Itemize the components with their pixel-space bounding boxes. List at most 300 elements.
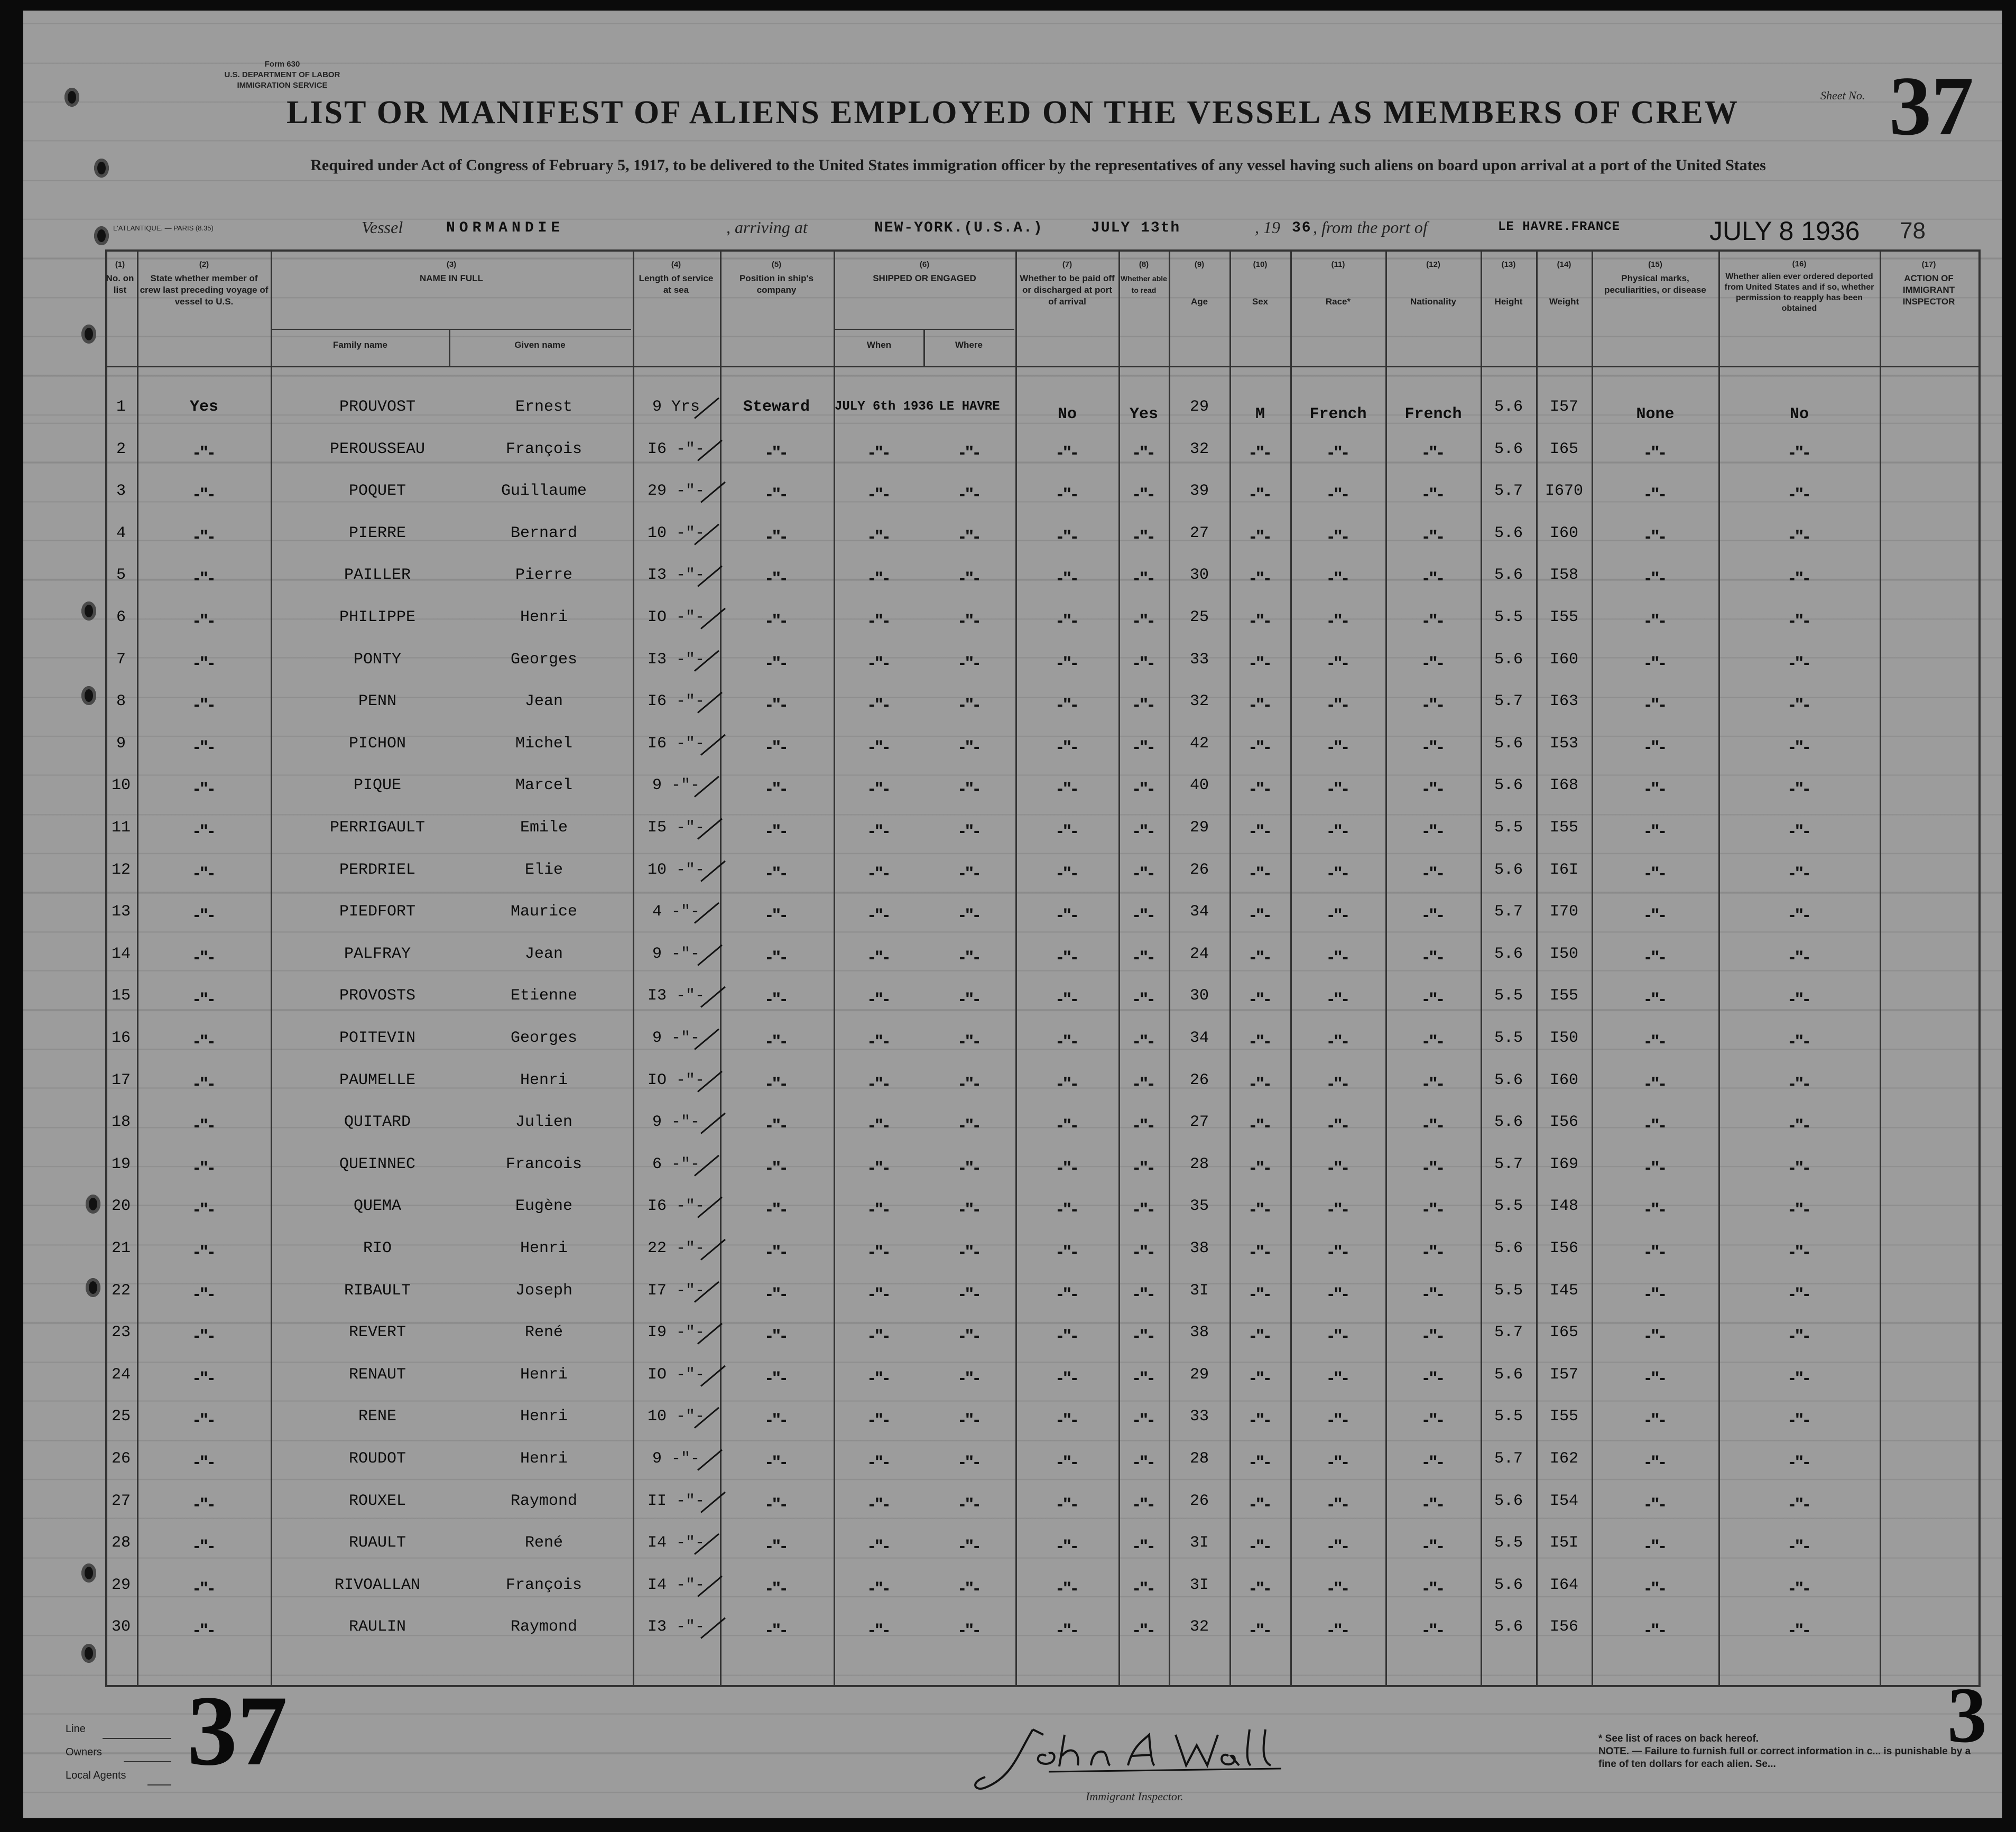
where-ditto: -"- xyxy=(959,947,980,967)
marks-ditto: -"- xyxy=(1645,905,1666,926)
marks-ditto: -"- xyxy=(1645,1326,1666,1346)
header-service: (4) Length of service at sea xyxy=(639,260,714,295)
nationality-ditto: -"- xyxy=(1423,736,1444,757)
row-number: 27 xyxy=(111,1492,131,1510)
weight: I64 xyxy=(1549,1576,1578,1594)
paid-off-ditto: -"- xyxy=(1057,1283,1078,1304)
nationality-ditto: -"- xyxy=(1423,610,1444,631)
marks-ditto: -"- xyxy=(1645,1367,1666,1388)
voyage-ditto: -"- xyxy=(193,863,215,883)
weight: I70 xyxy=(1549,903,1578,921)
age: 33 xyxy=(1189,1408,1209,1426)
service-length: 9 -"- xyxy=(652,1113,700,1132)
where-ditto: -"- xyxy=(959,1578,980,1598)
race-ditto: -"- xyxy=(1328,442,1348,462)
paid-off-ditto: -"- xyxy=(1057,1031,1078,1051)
paid-off-ditto: -"- xyxy=(1057,1367,1078,1388)
name-split-rule xyxy=(272,329,631,330)
paid-off-ditto: -"- xyxy=(1057,484,1078,505)
when-ditto: -"- xyxy=(868,568,890,589)
arrival-date: JULY 13th xyxy=(1091,220,1181,236)
when-ditto: -"- xyxy=(868,989,890,1010)
read-ditto: -"- xyxy=(1133,610,1154,631)
deported-ditto: -"- xyxy=(1789,1410,1810,1430)
page-title: LIST OR MANIFEST OF ALIENS EMPLOYED ON THE VESSEL AS MEMBERS OF CREW xyxy=(286,95,1739,131)
voyage-yes: Yes xyxy=(189,398,218,416)
read-ditto: -"- xyxy=(1133,863,1154,883)
read-ditto: -"- xyxy=(1133,1326,1154,1346)
paid-off-ditto: -"- xyxy=(1057,652,1078,673)
given-name: Raymond xyxy=(510,1618,578,1636)
sex-ditto: -"- xyxy=(1250,863,1271,883)
family-name: PERDRIEL xyxy=(339,861,416,879)
voyage-ditto: -"- xyxy=(193,1536,215,1557)
service-length: I3 -"- xyxy=(647,1618,705,1636)
nationality-ditto: -"- xyxy=(1423,1536,1444,1557)
weight: I53 xyxy=(1549,734,1578,753)
footer-agents-label: Local Agents xyxy=(66,1770,126,1781)
service-length: 10 -"- xyxy=(647,861,705,879)
service-length: I6 -"- xyxy=(647,1197,705,1216)
sex-ditto: -"- xyxy=(1250,1326,1271,1346)
deported-ditto: -"- xyxy=(1789,1326,1810,1346)
sex-ditto: -"- xyxy=(1250,779,1271,799)
position-ditto: -"- xyxy=(766,1578,787,1598)
family-name: PIQUE xyxy=(353,776,401,795)
height: 5.6 xyxy=(1494,650,1523,669)
where-ditto: -"- xyxy=(959,695,980,715)
date-stamp: JULY 8 1936 xyxy=(1709,216,1860,246)
punch-hole-icon xyxy=(94,226,109,245)
height: 5.7 xyxy=(1494,903,1523,921)
nationality-ditto: -"- xyxy=(1423,652,1444,673)
column-rule xyxy=(1880,249,1881,1687)
voyage-ditto: -"- xyxy=(193,1199,215,1220)
where-ditto: -"- xyxy=(959,779,980,799)
service-length: I6 -"- xyxy=(647,440,705,458)
age: 28 xyxy=(1189,1155,1209,1173)
row-number: 28 xyxy=(111,1534,131,1552)
voyage-ditto: -"- xyxy=(193,905,215,926)
marks-ditto: -"- xyxy=(1645,947,1666,967)
sex-ditto: -"- xyxy=(1250,526,1271,547)
crew-table xyxy=(105,249,1978,1687)
sex-ditto: -"- xyxy=(1250,610,1271,631)
weight: I56 xyxy=(1549,1113,1578,1132)
deported-ditto: -"- xyxy=(1789,610,1810,631)
header-action: (17) ACTION OF IMMIGRANT INSPECTOR xyxy=(1902,260,1955,307)
deported-ditto: -"- xyxy=(1789,652,1810,673)
height: 5.6 xyxy=(1494,398,1523,416)
position-ditto: -"- xyxy=(766,821,787,841)
position-ditto: -"- xyxy=(766,989,787,1010)
weight: I63 xyxy=(1549,692,1578,711)
height: 5.6 xyxy=(1494,734,1523,753)
service-length: I5 -"- xyxy=(647,819,705,837)
when-ditto: -"- xyxy=(868,1494,890,1514)
marks-ditto: -"- xyxy=(1645,1536,1666,1557)
marks-ditto: -"- xyxy=(1645,1073,1666,1094)
given-name: Henri xyxy=(520,1071,568,1089)
position-ditto: -"- xyxy=(766,779,787,799)
header-name: (3) NAME IN FULL xyxy=(420,260,483,283)
family-name: REVERT xyxy=(348,1324,406,1342)
service-length: I4 -"- xyxy=(647,1534,705,1552)
read-ditto: -"- xyxy=(1133,1073,1154,1094)
header-position: (5) Position in ship's company xyxy=(739,260,814,295)
age: 32 xyxy=(1189,1618,1209,1636)
given-name: Julien xyxy=(515,1113,573,1132)
given-name: Pierre xyxy=(515,566,573,585)
nationality-ditto: -"- xyxy=(1423,1242,1444,1262)
marks-ditto: -"- xyxy=(1645,1494,1666,1514)
arrival-year: 36 xyxy=(1292,220,1312,236)
height: 5.6 xyxy=(1494,1239,1523,1257)
height: 5.5 xyxy=(1494,1534,1523,1552)
row-number: 16 xyxy=(111,1029,131,1047)
punch-hole-icon xyxy=(86,1278,100,1297)
nationality-ditto: -"- xyxy=(1423,1115,1444,1136)
sex-ditto: -"- xyxy=(1250,1620,1271,1641)
where-ditto: -"- xyxy=(959,1620,980,1641)
paid-off-ditto: -"- xyxy=(1057,1578,1078,1598)
sex-ditto: -"- xyxy=(1250,568,1271,589)
paid-off-ditto: -"- xyxy=(1057,1157,1078,1178)
position-ditto: -"- xyxy=(766,1199,787,1220)
race-ditto: -"- xyxy=(1328,484,1348,505)
row-number: 20 xyxy=(111,1197,131,1216)
when-ditto: -"- xyxy=(868,1242,890,1262)
sex-ditto: -"- xyxy=(1250,1367,1271,1388)
position-ditto: -"- xyxy=(766,1242,787,1262)
age: 30 xyxy=(1189,566,1209,585)
when-ditto: -"- xyxy=(868,1452,890,1472)
when-ditto: -"- xyxy=(868,442,890,462)
row-number: 11 xyxy=(111,819,131,837)
race-ditto: -"- xyxy=(1328,1157,1348,1178)
column-rule xyxy=(105,249,107,1687)
weight: I670 xyxy=(1545,482,1583,501)
given-name: Ernest xyxy=(515,398,573,416)
deported-ditto: -"- xyxy=(1789,736,1810,757)
deported-ditto: -"- xyxy=(1789,1367,1810,1388)
where-ditto: -"- xyxy=(959,652,980,673)
footer-right-number: 3 xyxy=(1947,1671,1987,1759)
service-length: 9 -"- xyxy=(652,776,700,795)
voyage-ditto: -"- xyxy=(193,484,215,505)
paid-off-ditto: -"- xyxy=(1057,442,1078,462)
row-number: 2 xyxy=(116,440,126,458)
read-ditto: -"- xyxy=(1133,652,1154,673)
deported-ditto: -"- xyxy=(1789,1452,1810,1472)
given-name: Marcel xyxy=(515,776,573,795)
nationality-ditto: -"- xyxy=(1423,1326,1444,1346)
when-ditto: -"- xyxy=(868,1157,890,1178)
age: 26 xyxy=(1189,861,1209,879)
deported-ditto: -"- xyxy=(1789,1283,1810,1304)
given-name: Elie xyxy=(524,861,563,879)
weight: I56 xyxy=(1549,1618,1578,1636)
read-ditto: -"- xyxy=(1133,989,1154,1010)
shipped-where: LE HAVRE xyxy=(939,400,1000,414)
height: 5.5 xyxy=(1494,608,1523,626)
position-ditto: -"- xyxy=(766,1157,787,1178)
given-name: Maurice xyxy=(510,903,578,921)
age: 34 xyxy=(1189,903,1209,921)
where-ditto: -"- xyxy=(959,1283,980,1304)
row-number: 3 xyxy=(116,482,126,501)
weight: I69 xyxy=(1549,1155,1578,1173)
header-family-name: Family name xyxy=(333,340,387,350)
service-length: I3 -"- xyxy=(647,987,705,1005)
age: 25 xyxy=(1189,608,1209,626)
read-ditto: -"- xyxy=(1133,1157,1154,1178)
paid-off-ditto: -"- xyxy=(1057,1326,1078,1346)
marks-ditto: -"- xyxy=(1645,779,1666,799)
deported-ditto: -"- xyxy=(1789,442,1810,462)
where-ditto: -"- xyxy=(959,1242,980,1262)
when-ditto: -"- xyxy=(868,1367,890,1388)
row-number: 24 xyxy=(111,1365,131,1384)
position-ditto: -"- xyxy=(766,736,787,757)
punch-hole-icon xyxy=(81,325,96,344)
where-ditto: -"- xyxy=(959,1367,980,1388)
read-ditto: -"- xyxy=(1133,736,1154,757)
when-ditto: -"- xyxy=(868,1578,890,1598)
where-ditto: -"- xyxy=(959,1199,980,1220)
weight: I60 xyxy=(1549,1071,1578,1089)
service-length: 4 -"- xyxy=(652,903,700,921)
deported-ditto: -"- xyxy=(1789,905,1810,926)
position-ditto: -"- xyxy=(766,652,787,673)
read-ditto: -"- xyxy=(1133,779,1154,799)
nationality-ditto: -"- xyxy=(1423,905,1444,926)
read-ditto: -"- xyxy=(1133,1283,1154,1304)
arrival-port: NEW-YORK.(U.S.A.) xyxy=(874,220,1043,236)
voyage-ditto: -"- xyxy=(193,695,215,715)
where-ditto: -"- xyxy=(959,568,980,589)
service-length: I6 -"- xyxy=(647,692,705,711)
race-ditto: -"- xyxy=(1328,1578,1348,1598)
service-length: IO -"- xyxy=(647,608,705,626)
row-number: 29 xyxy=(111,1576,131,1594)
header-age: (9) Age xyxy=(1190,260,1208,307)
service-length: 9 Yrs xyxy=(652,398,700,416)
header-marks: (15) Physical marks, peculiarities, or disease xyxy=(1604,260,1706,295)
position-ditto: -"- xyxy=(766,526,787,547)
where-ditto: -"- xyxy=(959,1326,980,1346)
nationality-ditto: -"- xyxy=(1423,1073,1444,1094)
nationality-ditto: -"- xyxy=(1423,1157,1444,1178)
where-ditto: -"- xyxy=(959,905,980,926)
marks-ditto: -"- xyxy=(1645,1620,1666,1641)
height: 5.6 xyxy=(1494,945,1523,963)
marks-ditto: -"- xyxy=(1645,821,1666,841)
races-note: * See list of races on back hereof. xyxy=(1598,1733,1759,1744)
age: 3I xyxy=(1189,1534,1209,1552)
family-name: RENE xyxy=(358,1408,396,1426)
position-ditto: -"- xyxy=(766,1452,787,1472)
height: 5.6 xyxy=(1494,1071,1523,1089)
family-name: PAUMELLE xyxy=(339,1071,416,1089)
when-ditto: -"- xyxy=(868,863,890,883)
position-ditto: -"- xyxy=(766,1367,787,1388)
deported-ditto: -"- xyxy=(1789,947,1810,967)
sex-ditto: -"- xyxy=(1250,736,1271,757)
deported-ditto: -"- xyxy=(1789,1031,1810,1051)
service-length: IO -"- xyxy=(647,1365,705,1384)
given-name: Guillaume xyxy=(501,482,587,501)
nationality-ditto: -"- xyxy=(1423,1452,1444,1472)
race-ditto: -"- xyxy=(1328,1199,1348,1220)
row-number: 8 xyxy=(116,692,126,711)
weight: I62 xyxy=(1549,1450,1578,1468)
family-name: PROVOSTS xyxy=(339,987,416,1005)
when-ditto: -"- xyxy=(868,1031,890,1051)
read-ditto: -"- xyxy=(1133,821,1154,841)
row-number: 19 xyxy=(111,1155,131,1173)
voyage-ditto: -"- xyxy=(193,526,215,547)
read-ditto: -"- xyxy=(1133,568,1154,589)
weight: I45 xyxy=(1549,1281,1578,1300)
height: 5.5 xyxy=(1494,1408,1523,1426)
where-ditto: -"- xyxy=(959,610,980,631)
sex-ditto: -"- xyxy=(1250,695,1271,715)
sex-ditto: -"- xyxy=(1250,1073,1271,1094)
weight: I50 xyxy=(1549,945,1578,963)
inspector-signature xyxy=(954,1714,1292,1793)
position-ditto: -"- xyxy=(766,1410,787,1430)
read-ditto: -"- xyxy=(1133,1410,1154,1430)
race-ditto: -"- xyxy=(1328,905,1348,926)
family-name: PHILIPPE xyxy=(339,608,416,626)
voyage-ditto: -"- xyxy=(193,610,215,631)
family-name: RIVOALLAN xyxy=(334,1576,421,1594)
sex-ditto: -"- xyxy=(1250,1283,1271,1304)
given-name: François xyxy=(505,440,582,458)
race-ditto: -"- xyxy=(1328,610,1348,631)
age: 27 xyxy=(1189,1113,1209,1132)
marks-ditto: -"- xyxy=(1645,1157,1666,1178)
row-number: 15 xyxy=(111,987,131,1005)
deported-ditto: -"- xyxy=(1789,1494,1810,1514)
service-length: I4 -"- xyxy=(647,1576,705,1594)
family-name: RAULIN xyxy=(348,1618,406,1636)
weight: I55 xyxy=(1549,819,1578,837)
row-number: 25 xyxy=(111,1408,131,1426)
height: 5.6 xyxy=(1494,1576,1523,1594)
given-name: Georges xyxy=(510,1029,578,1047)
weight: I55 xyxy=(1549,608,1578,626)
when-ditto: -"- xyxy=(868,695,890,715)
race-ditto: -"- xyxy=(1328,652,1348,673)
header-rule xyxy=(105,366,1978,367)
marks-ditto: -"- xyxy=(1645,1410,1666,1430)
nationality-ditto: -"- xyxy=(1423,442,1444,462)
nationality-ditto: -"- xyxy=(1423,1494,1444,1514)
age: 29 xyxy=(1189,1365,1209,1384)
paid-off-ditto: -"- xyxy=(1057,1620,1078,1641)
paid-off-ditto: -"- xyxy=(1057,526,1078,547)
when-ditto: -"- xyxy=(868,736,890,757)
read-ditto: -"- xyxy=(1133,1536,1154,1557)
race-ditto: -"- xyxy=(1328,1031,1348,1051)
position-ditto: -"- xyxy=(766,1073,787,1094)
where-ditto: -"- xyxy=(959,736,980,757)
family-name: RUAULT xyxy=(348,1534,406,1552)
position-ditto: -"- xyxy=(766,1031,787,1051)
height: 5.6 xyxy=(1494,1618,1523,1636)
race-ditto: -"- xyxy=(1328,1494,1348,1514)
header-no: (1) No. on list xyxy=(106,260,134,295)
nationality-ditto: -"- xyxy=(1423,1199,1444,1220)
punch-hole-icon xyxy=(81,1644,96,1663)
vessel-name: NORMANDIE xyxy=(446,220,565,236)
nationality-ditto: -"- xyxy=(1423,568,1444,589)
race-ditto: -"- xyxy=(1328,695,1348,715)
deported-ditto: -"- xyxy=(1789,1536,1810,1557)
read-ditto: -"- xyxy=(1133,1452,1154,1472)
column-rule xyxy=(1978,249,1981,1687)
family-name: POITEVIN xyxy=(339,1029,416,1047)
column-rule xyxy=(1481,249,1482,1687)
voyage-ditto: -"- xyxy=(193,1115,215,1136)
form-number-block xyxy=(203,59,362,91)
deported-ditto: -"- xyxy=(1789,1620,1810,1641)
sex-ditto: -"- xyxy=(1250,821,1271,841)
height: 5.5 xyxy=(1494,819,1523,837)
height: 5.5 xyxy=(1494,1197,1523,1216)
when-ditto: -"- xyxy=(868,1536,890,1557)
height: 5.5 xyxy=(1494,987,1523,1005)
given-name: François xyxy=(505,1576,582,1594)
marks-ditto: -"- xyxy=(1645,652,1666,673)
marks-ditto: -"- xyxy=(1645,863,1666,883)
sheet-label: Sheet No. xyxy=(1820,89,1865,102)
row-number: 10 xyxy=(111,776,131,795)
paid-off-ditto: -"- xyxy=(1057,779,1078,799)
voyage-ditto: -"- xyxy=(193,1367,215,1388)
nationality-ditto: -"- xyxy=(1423,526,1444,547)
sex-ditto: -"- xyxy=(1250,1494,1271,1514)
corner-number: 78 xyxy=(1900,218,1926,244)
sex-ditto: -"- xyxy=(1250,947,1271,967)
weight: I6I xyxy=(1549,861,1578,879)
service-length: 9 -"- xyxy=(652,1450,700,1468)
row-number: 17 xyxy=(111,1071,131,1089)
voyage-ditto: -"- xyxy=(193,1620,215,1641)
marks-ditto: -"- xyxy=(1645,1452,1666,1472)
weight: I5I xyxy=(1549,1534,1578,1552)
service-length: I6 -"- xyxy=(647,734,705,753)
race-ditto: -"- xyxy=(1328,1242,1348,1262)
paid-off-ditto: -"- xyxy=(1057,610,1078,631)
race: French xyxy=(1309,405,1367,423)
deported-ditto: -"- xyxy=(1789,779,1810,799)
sex-ditto: -"- xyxy=(1250,442,1271,462)
sex-ditto: -"- xyxy=(1250,989,1271,1010)
read-ditto: -"- xyxy=(1133,1031,1154,1051)
where-ditto: -"- xyxy=(959,1494,980,1514)
sex: M xyxy=(1255,405,1265,423)
position-ditto: -"- xyxy=(766,1494,787,1514)
marks-ditto: -"- xyxy=(1645,1115,1666,1136)
when-ditto: -"- xyxy=(868,1620,890,1641)
vessel-label: Vessel xyxy=(362,218,403,237)
paid-off-ditto: -"- xyxy=(1057,568,1078,589)
voyage-ditto: -"- xyxy=(193,1410,215,1430)
marks-ditto: -"- xyxy=(1645,1242,1666,1262)
